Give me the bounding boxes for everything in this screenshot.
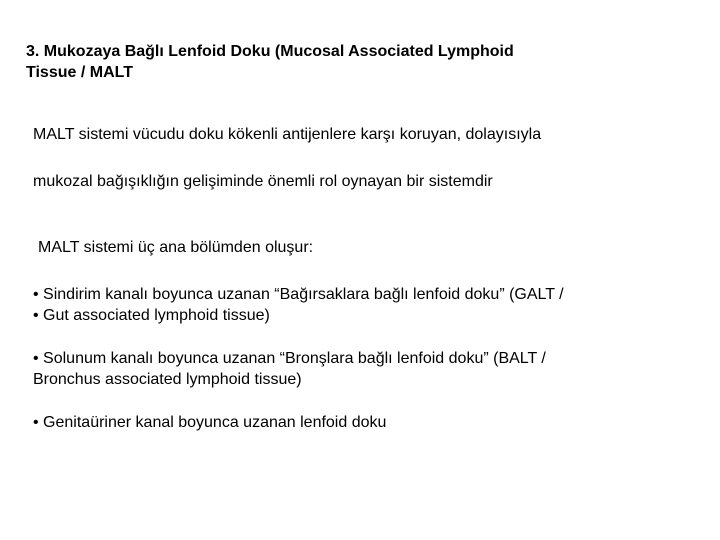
intro-line-1: MALT sistemi vücudu doku kökenli antijenlere karşı koruyan, dolayısıyla bbox=[33, 126, 542, 143]
bullet-galt-line-1: • Sindirim kanalı boyunca uzanan “Bağırsaklara bağlı lenfoid doku” (GALT / bbox=[33, 286, 564, 303]
bullet-balt-line-1: • Solunum kanalı boyunca uzanan “Bronşlara bağlı lenfoid doku” (BALT / bbox=[33, 350, 546, 367]
bullet-galt-line-2: • Gut associated lymphoid tissue) bbox=[33, 307, 270, 324]
parts-heading: MALT sistemi üç ana bölümden oluşur: bbox=[38, 239, 314, 256]
title-line-1: 3. Mukozaya Bağlı Lenfoid Doku (Mucosal Associated Lymphoid bbox=[26, 43, 514, 60]
title-line-2: Tissue / MALT bbox=[26, 64, 133, 81]
bullet-balt-line-2: Bronchus associated lymphoid tissue) bbox=[33, 371, 302, 388]
intro-line-2: mukozal bağışıklığın gelişiminde önemli rol oynayan bir sistemdir bbox=[33, 173, 493, 190]
bullet-genitourinary: • Genitaüriner kanal boyunca uzanan lenfoid doku bbox=[33, 414, 387, 431]
page-title bbox=[26, 41, 646, 83]
